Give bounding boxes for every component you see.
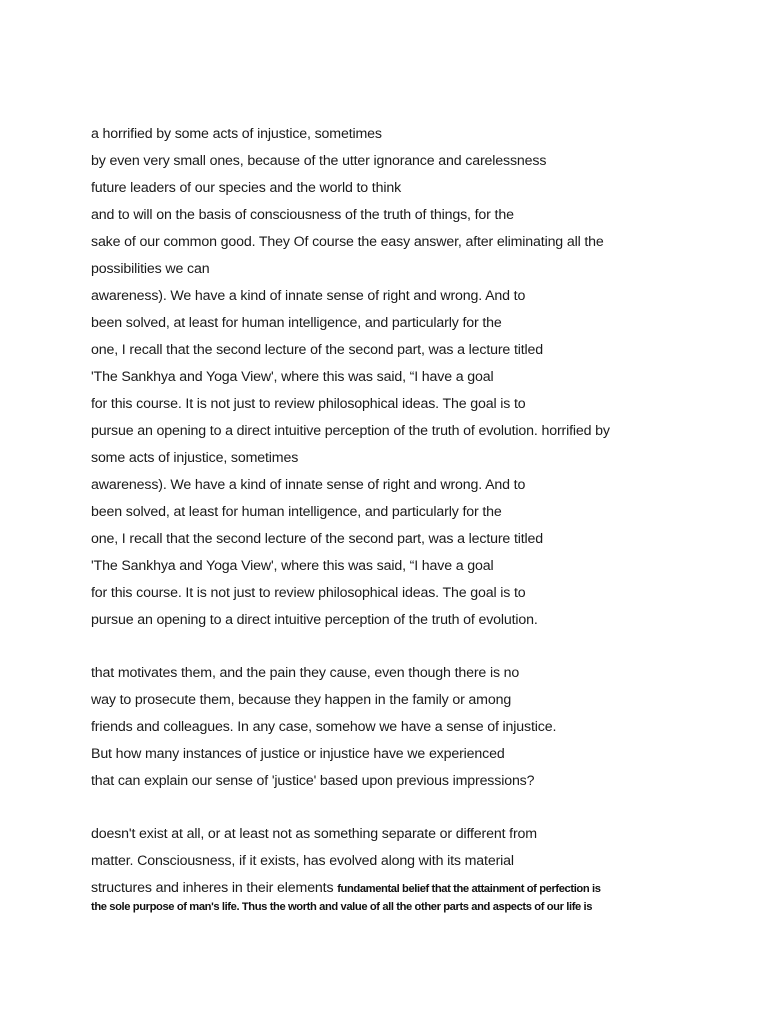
text-line: awareness). We have a kind of innate sense of right and wrong. And to — [91, 477, 526, 493]
text-line: a horrified by some acts of injustice, sometimes — [91, 126, 382, 142]
regular-text-fragment: structures and inheres in their elements — [91, 880, 338, 896]
text-line: and to will on the basis of consciousness of the truth of things, for the — [91, 207, 514, 223]
text-line: one, I recall that the second lecture of the second part, was a lecture titled — [91, 342, 544, 358]
text-line: by even very small ones, because of the utter ignorance and carelessness — [91, 153, 547, 169]
text-line: pursue an opening to a direct intuitive perception of the truth of evolution. horrified by — [91, 423, 610, 439]
paragraph-spacer — [91, 795, 731, 821]
paragraph — [91, 121, 731, 634]
text-line: way to prosecute them, because they happen in the family or among — [91, 692, 512, 708]
text-line: that can explain our sense of 'justice' based upon previous impressions? — [91, 773, 535, 789]
text-line: one, I recall that the second lecture of the second part, was a lecture titled — [91, 531, 544, 547]
text-line: that motivates them, and the pain they cause, even though there is no — [91, 665, 520, 681]
text-line: But how many instances of justice or injustice have we experienced — [91, 746, 505, 762]
text-line: friends and colleagues. In any case, somehow we have a sense of injustice. — [91, 719, 557, 735]
text-line: 'The Sankhya and Yoga View', where this was said, “I have a goal — [91, 369, 494, 385]
text-line: been solved, at least for human intelligence, and particularly for the — [91, 315, 502, 331]
text-line: matter. Consciousness, if it exists, has evolved along with its material — [91, 853, 514, 869]
paragraph-spacer — [91, 634, 731, 660]
text-line: doesn't exist at all, or at least not as something separate or different from — [91, 826, 537, 842]
text-line: 'The Sankhya and Yoga View', where this was said, “I have a goal — [91, 558, 494, 574]
bold-text-fragment: fundamental belief that the attainment of perfection is — [337, 883, 601, 895]
paragraph — [91, 821, 731, 915]
text-line: future leaders of our species and the world to think — [91, 180, 402, 196]
document-body — [91, 121, 731, 915]
paragraph — [91, 660, 731, 795]
text-line: been solved, at least for human intelligence, and particularly for the — [91, 504, 502, 520]
text-line — [91, 875, 731, 902]
text-line: awareness). We have a kind of innate sense of right and wrong. And to — [91, 288, 526, 304]
text-line: for this course. It is not just to review philosophical ideas. The goal is to — [91, 585, 526, 601]
bold-text-line: the sole purpose of man's life. Thus the worth and value of all the other parts and aspects of our life is — [91, 901, 593, 913]
text-line: sake of our common good. They Of course the easy answer, after eliminating all the — [91, 234, 604, 250]
text-line: for this course. It is not just to review philosophical ideas. The goal is to — [91, 396, 526, 412]
text-line: pursue an opening to a direct intuitive perception of the truth of evolution. — [91, 612, 538, 628]
text-line: possibilities we can — [91, 261, 210, 277]
text-line: some acts of injustice, sometimes — [91, 450, 299, 466]
